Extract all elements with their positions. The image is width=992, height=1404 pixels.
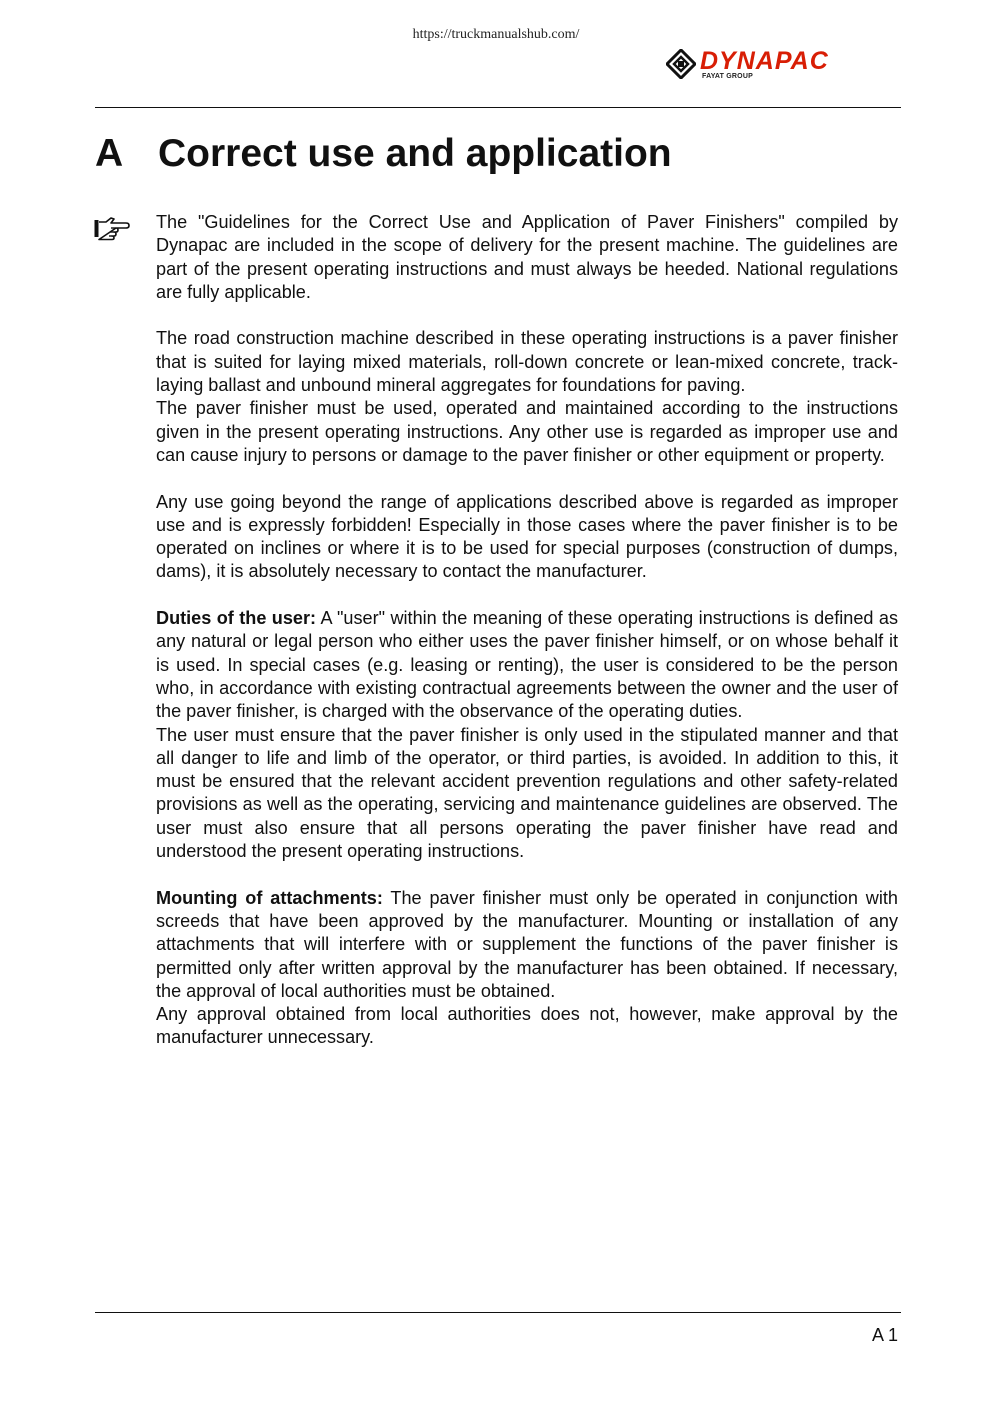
footer-rule bbox=[95, 1312, 901, 1313]
duties-label: Duties of the user: bbox=[156, 608, 317, 629]
pointing-hand-icon bbox=[93, 215, 131, 241]
paragraph-mounting-attachments bbox=[156, 887, 898, 1003]
paragraph-approval: Any approval obtained from local authorities does not, however, make approval by the manufacturer unnecessary. bbox=[156, 1004, 898, 1048]
chapter-title: Correct use and application bbox=[158, 132, 672, 175]
duties-text: A "user" within the meaning of these operating instructions is defined as any natural or legal person who either uses the paver finisher himself, or on whose behalf it is used. In special cases (e.g. leasing or renting), the user is considered to be the person who, in accordance with existing contractual agreements between the owner and the user of the paver finisher, is charged with the observance of the operating duties. bbox=[156, 608, 899, 722]
header-rule bbox=[95, 107, 901, 108]
paragraph-user-obligations: The user must ensure that the paver finisher is only used in the stipulated manner and that all danger to life and limb of the operator, or third parties, is avoided. In addition to this, it must be ensured that the relevant accident prevention regulations and other safety-related provisions as well as the operating, servicing and maintenance guidelines are observed. The user must also ensure that all persons operating the paver finisher have read and understood the present operating instructions. bbox=[156, 724, 898, 862]
paragraph-machine-description: The road construction machine described in these operating instructions is a paver finisher that is suited for laying mixed materials, roll-down concrete or lean-mixed concrete, track-laying ballast and unbound mineral aggregates for foundations for paving. bbox=[156, 328, 898, 396]
mounting-text: The paver finisher must only be operated in conjunction with screeds that have been approved by the manufacturer. Mounting or installation of any attachments that will interfere with or supplement the functions of the paver finisher is permitted only after written approval by the manufacturer has been obtained. If necessary, the approval of local authorities must be obtained. bbox=[156, 887, 898, 1001]
source-url: https://truckmanualshub.com/ bbox=[412, 27, 580, 42]
paragraph-duties-of-user bbox=[156, 607, 898, 723]
paragraph-improper-use: Any use going beyond the range of applications described above is regarded as improper use and is expressly forbidden! Especially in those cases where the paver finisher is to be operated on inclines or where it is to be used for special purposes (construction of dumps, dams), it is absolutely necessary to contact the manufacturer. bbox=[156, 491, 898, 582]
paragraph-intended-use: The paver finisher must be used, operated and maintained according to the instructions given in the present operating instructions. Any other use is regarded as improper use and can cause injury to persons or damage to the paver finisher or other equipment or property. bbox=[156, 398, 898, 465]
brand-wordmark: DYNAPAC bbox=[700, 47, 829, 75]
body-text bbox=[156, 211, 898, 1050]
brand-group: FAYAT GROUP bbox=[702, 73, 753, 80]
paragraph-guidelines: The "Guidelines for the Correct Use and Application of Paver Finishers" compiled by Dynapac are included in the scope of delivery for the present machine. The guidelines are part of the present operating instructions and must always be heeded. National regulations are fully applicable. bbox=[156, 212, 898, 302]
chapter-letter: A bbox=[95, 132, 124, 175]
dynapac-logo bbox=[666, 46, 904, 86]
mounting-label: Mounting of attachments: bbox=[156, 887, 383, 908]
page-number: A 1 bbox=[871, 1325, 898, 1345]
dynapac-diamond-icon bbox=[666, 49, 696, 79]
